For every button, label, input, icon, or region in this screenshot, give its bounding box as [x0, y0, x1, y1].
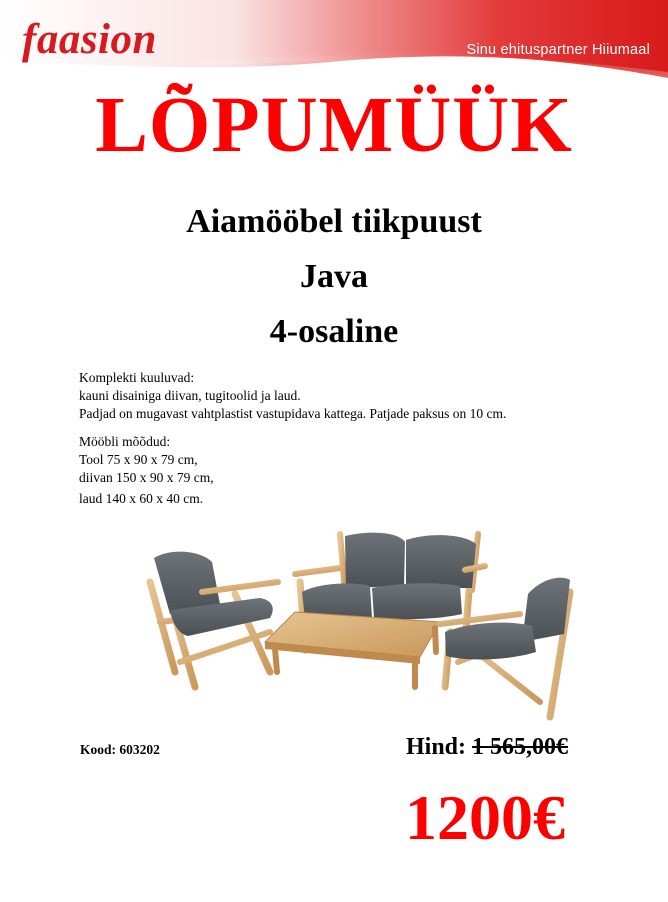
dimensions-line: diivan 150 x 90 x 79 cm, [79, 470, 214, 485]
left-armchair [150, 552, 278, 687]
sale-price: 1200€ [405, 782, 565, 853]
coffee-table [265, 612, 440, 687]
product-code: Kood: 603202 [80, 742, 160, 757]
page-header [0, 0, 668, 80]
sale-headline: LÕPUMÜÜK [95, 82, 573, 169]
product-title-line-2: Java [300, 258, 368, 295]
dimensions-line: laud 140 x 60 x 40 cm. [79, 491, 204, 506]
product-image [140, 522, 580, 722]
description-line: kauni disainiga diivan, tugitoolid ja laud. [79, 388, 301, 403]
price-label: Hind: [406, 734, 467, 760]
product-title-line-1: Aiamööbel tiikpuust [186, 203, 482, 240]
description-line: Padjad on mugavast vahtplastist vastupidava kattega. Patjade paksus on 10 cm. [79, 406, 507, 421]
dimensions-line: Mööbli mõõdud: [79, 434, 171, 449]
brand-logo: faasion [22, 16, 157, 63]
old-price: 1 565,00€ [472, 734, 569, 760]
brand-tagline: Sinu ehituspartner Hiiumaal [466, 42, 650, 58]
price-line [406, 734, 568, 761]
product-title-line-3: 4-osaline [269, 313, 399, 350]
description-line: Komplekti kuuluvad: [79, 370, 195, 385]
dimensions-line: Tool 75 x 90 x 79 cm, [79, 452, 198, 467]
